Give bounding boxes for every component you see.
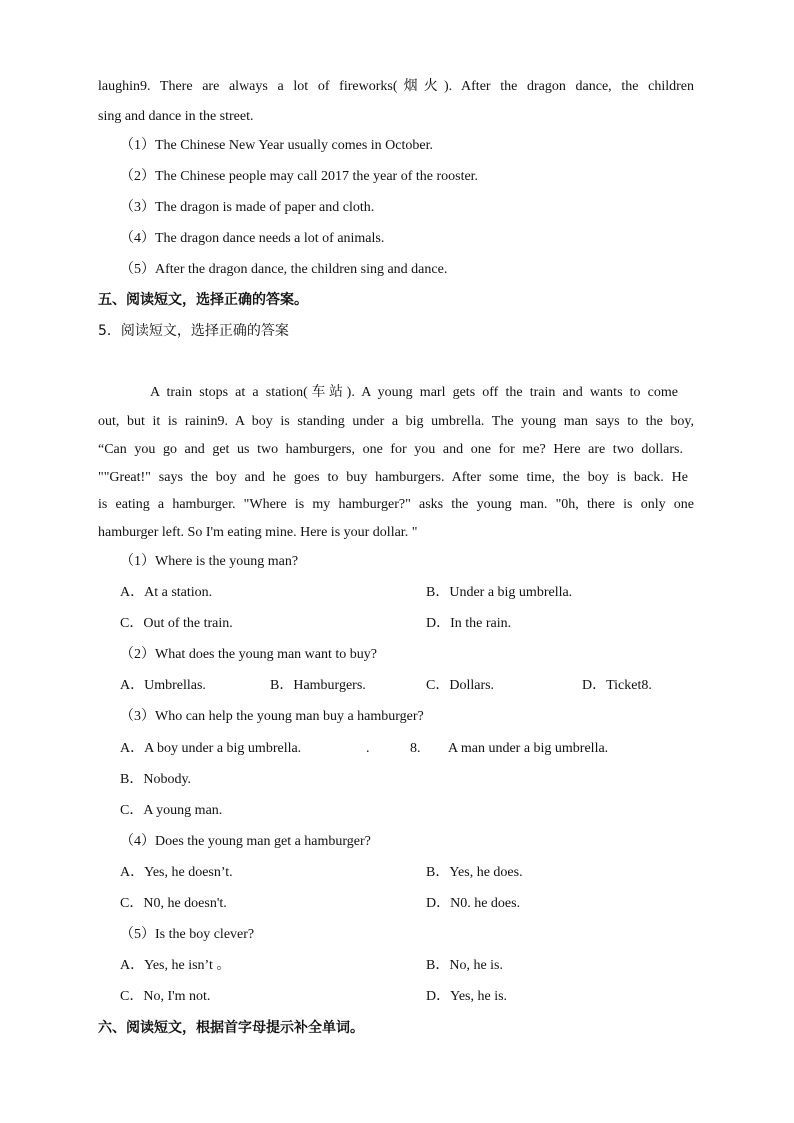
option-4c[interactable]: C．N0, he doesn't. [120, 896, 227, 911]
option-4b[interactable]: B．Yes, he does. [426, 865, 523, 880]
option-5a[interactable]: A．Yes, he isn’t 。 [120, 958, 231, 973]
option-5d[interactable]: D．Yes, he is. [426, 989, 508, 1004]
option-3b[interactable]: B．Nobody. [120, 772, 192, 787]
option-4a[interactable]: A．Yes, he doesn’t. [120, 865, 233, 880]
option-5b[interactable]: B．No, he is. [426, 958, 503, 973]
passage-line: laughin9. There are always a lot of fireworks(烟火). After the dragon dance, the children [98, 79, 694, 94]
passage-line: “Can you go and get us two hamburgers, one for you and one for me? Here are two dollars. [98, 442, 683, 457]
passage-line: hamburger left. So I'm eating mine. Here is your dollar. " [98, 525, 418, 540]
question-5: （5）Is the boy clever? [120, 927, 255, 942]
statement-2: （2）The Chinese people may call 2017 the year of the rooster. [120, 169, 479, 184]
option-2a[interactable]: A．Umbrellas. [120, 678, 206, 693]
passage-line: A train stops at a station(车站). A young marl gets off the train and wants to come [150, 385, 678, 400]
option-3c[interactable]: C．A young man. [120, 803, 223, 818]
passage-line: ""Great!" says the boy and he goes to buy hamburgers. After some time, the boy is back. He [98, 470, 688, 485]
passage-line: out, but it is rainin9. A boy is standing under a big umbrella. The young man says to the boy, [98, 414, 694, 429]
option-1c[interactable]: C．Out of the train. [120, 616, 233, 631]
question-title: 5．阅读短文，选择正确的答案 [98, 323, 289, 339]
option-1a[interactable]: A．At a station. [120, 585, 213, 600]
passage-line: is eating a hamburger. "Where is my hamburger?" asks the young man. "0h, there is only one [98, 497, 694, 512]
option-3a-duplicate[interactable]: A man under a big umbrella. [448, 741, 609, 756]
option-2c[interactable]: C．Dollars. [426, 678, 495, 693]
option-1d[interactable]: D．In the rain. [426, 616, 512, 631]
option-2b[interactable]: B．Hamburgers. [270, 678, 366, 693]
question-4: （4）Does the young man get a hamburger? [120, 834, 371, 849]
option-2d[interactable]: D．Ticket8. [582, 678, 652, 693]
option-1b[interactable]: B．Under a big umbrella. [426, 585, 573, 600]
stray-number: 8. [410, 741, 421, 756]
option-5c[interactable]: C．No, I'm not. [120, 989, 211, 1004]
statement-4: （4）The dragon dance needs a lot of animals. [120, 231, 385, 246]
question-2: （2）What does the young man want to buy? [120, 647, 378, 662]
question-1: （1）Where is the young man? [120, 554, 299, 569]
option-4d[interactable]: D．N0. he does. [426, 896, 521, 911]
section-heading-5: 五、阅读短文，选择正确的答案。 [98, 292, 308, 308]
option-3a[interactable]: A．A boy under a big umbrella. [120, 741, 302, 756]
question-3: （3）Who can help the young man buy a hamburger? [120, 709, 424, 724]
statement-5: （5）After the dragon dance, the children sing and dance. [120, 262, 448, 277]
stray-dot: . [366, 741, 370, 756]
statement-3: （3）The dragon is made of paper and cloth. [120, 200, 375, 215]
statement-1: （1）The Chinese New Year usually comes in October. [120, 138, 433, 153]
section-heading-6: 六、阅读短文，根据首字母提示补全单词。 [98, 1020, 364, 1036]
passage-line: sing and dance in the street. [98, 109, 254, 124]
